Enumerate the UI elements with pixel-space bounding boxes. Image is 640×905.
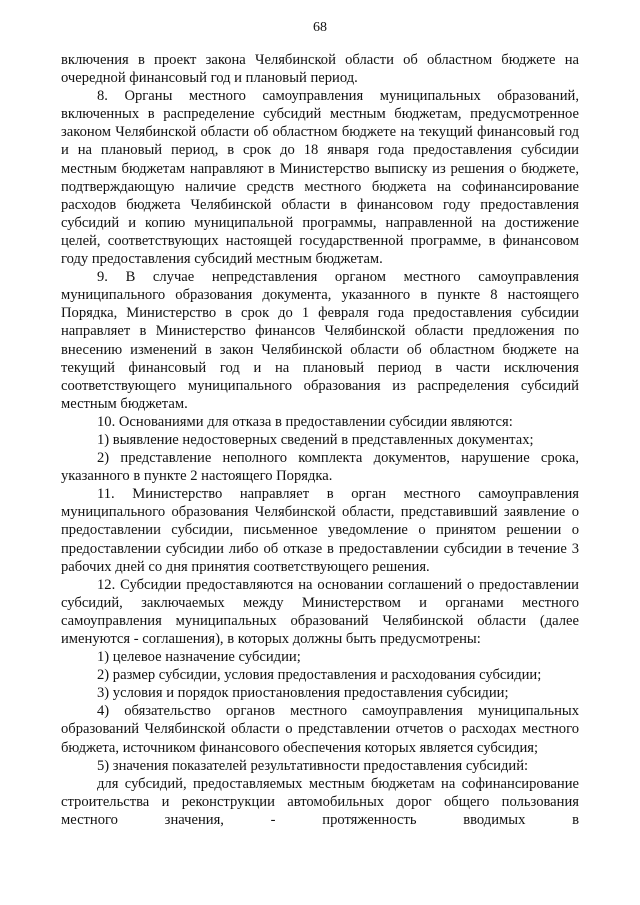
- page-number: 68: [313, 20, 327, 35]
- paragraph-continuation: включения в проект закона Челябинской области об областном бюджете на очередной финансовый год и плановый период.: [61, 52, 579, 87]
- paragraph-subitem-12-5: 5) значения показателей результативности предоставления субсидий:: [97, 757, 529, 774]
- paragraph-item-12: 12. Субсидии предоставляются на основании соглашений о предоставлении субсидий, заключаемых между Министерством и органами местного самоуправления муниципальных образований Челябинской области (далее именуются - соглашения), в которых должны быть предусмотрены:: [61, 576, 579, 647]
- paragraph-item-11: 11. Министерство направляет в орган местного самоуправления муниципального образования Челябинской области, представивший заявление о предоставлении субсидии, письменное уведомление о принятом решении о предоставлении субсидии либо об отказе в предоставлении субсидии в течение 3 рабочих дней со дня принятия соответствующего решения.: [61, 486, 579, 575]
- paragraph-subitem-10-1: 1) выявление недостоверных сведений в представленных документах;: [97, 431, 534, 448]
- paragraph-subitem-12-2: 2) размер субсидии, условия предоставления и расходования субсидии;: [97, 667, 542, 684]
- paragraph-item-9: 9. В случае непредставления органом местного самоуправления муниципального образования документа, указанного в пункте 8 настоящего Порядка, Министерство в срок до 1 февраля года предоставления субсидии направляет в Министерство финансов Челябинской области предложения по внесению изменений в закон Челябинской области об областном бюджете на текущий финансовый год и на плановый период в части исключения соответствующего муниципального образования из распределения субсидий местным бюджетам.: [61, 269, 579, 412]
- paragraph-subitem-12-4: 4) обязательство органов местного самоуправления муниципальных образований Челябинской области о представлении отчетов о расходах местного бюджета, источником финансового обеспечения которых является субсидия;: [61, 703, 579, 756]
- paragraph-subitem-12-1: 1) целевое назначение субсидии;: [97, 649, 301, 666]
- document-body: [61, 51, 579, 829]
- paragraph-item-10: 10. Основаниями для отказа в предоставлении субсидии являются:: [97, 413, 513, 430]
- paragraph-subitem-10-2: 2) представление неполного комплекта документов, нарушение срока, указанного в пункте 2 настоящего Порядка.: [61, 450, 579, 485]
- paragraph-subitem-12-3: 3) условия и порядок приостановления предоставления субсидии;: [97, 685, 509, 702]
- paragraph-subitem-12-5-detail: для субсидий, предоставляемых местным бюджетам на софинансирование строительства и реконструкции автомобильных дорог общего пользования местного значения, - протяженность вводимых в: [61, 775, 579, 828]
- paragraph-item-8: 8. Органы местного самоуправления муниципальных образований, включенных в распределение субсидий местным бюджетам, предусмотренное законом Челябинской области об областном бюджете на текущий финансовый год и на плановый период, в срок до 18 января года предоставления субсидии местным бюджетам направляют в Министерство выписку из решения о бюджете, подтверждающую наличие средств местного бюджета на софинансирование расходов бюджета Челябинской области в финансовом году предоставления субсидий и копию муниципальной программы, направленной на достижение целей, соответствующих настоящей государственной программе, в финансовом году предоставления субсидий местным бюджетам.: [61, 88, 579, 268]
